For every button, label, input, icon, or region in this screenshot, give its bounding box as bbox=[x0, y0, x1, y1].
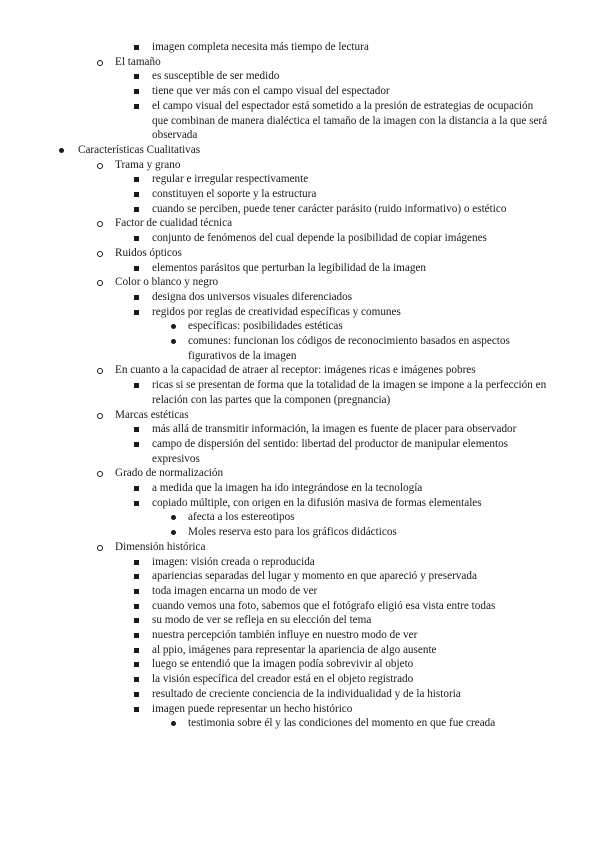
square-bullet-icon bbox=[134, 692, 139, 697]
list-item bbox=[0, 437, 600, 466]
disc-bullet-icon bbox=[171, 324, 176, 329]
list-item bbox=[0, 525, 600, 540]
list-item bbox=[0, 143, 600, 158]
list-item-text: constituyen el soporte y la estructura bbox=[152, 188, 317, 200]
list-item-text: testimonia sobre él y las condiciones del momento en que fue creada bbox=[188, 717, 496, 730]
list-item bbox=[0, 481, 600, 496]
list-item bbox=[0, 584, 600, 599]
list-item-text: imagen puede representar un hecho histórico bbox=[152, 702, 353, 715]
list-item-text: elementos parásitos que perturban la legibilidad de la imagen bbox=[152, 261, 427, 274]
list-item-text: imagen: visión creada o reproducida bbox=[152, 555, 315, 568]
list-item-text: toda imagen encarna un modo de ver bbox=[152, 584, 318, 597]
list-item bbox=[0, 40, 600, 55]
circle-bullet-icon bbox=[97, 413, 103, 419]
list-item-text: Trama y grano bbox=[115, 158, 181, 171]
list-item bbox=[0, 628, 600, 643]
list-item bbox=[0, 555, 600, 570]
list-item bbox=[0, 334, 600, 363]
list-item-text: cuando se perciben, puede tener carácter parásito (ruido informativo) o estético bbox=[152, 202, 507, 215]
list-item-text: comunes: funcionan los códigos de reconocimiento basados en aspectos figurativos de la imagen bbox=[188, 335, 510, 362]
square-bullet-icon bbox=[134, 589, 139, 594]
circle-bullet-icon bbox=[97, 280, 103, 286]
list-item-text: regidos por reglas de creatividad específicas y comunes bbox=[152, 305, 401, 318]
list-item-text: Ruidos ópticos bbox=[115, 246, 182, 259]
list-item-text: específicas: posibilidades estéticas bbox=[188, 320, 343, 333]
square-bullet-icon bbox=[134, 574, 139, 579]
list-item-text: a medida que la imagen ha ido integrándose en la tecnología bbox=[152, 482, 423, 494]
list-item bbox=[0, 408, 600, 423]
square-bullet-icon bbox=[134, 501, 139, 506]
square-bullet-icon bbox=[134, 266, 139, 271]
list-item-text: cuando vemos una foto, sabemos que el fotógrafo eligió esa vista entre todas bbox=[152, 599, 496, 612]
square-bullet-icon bbox=[134, 618, 139, 623]
list-item bbox=[0, 496, 600, 511]
list-item-text: al ppio, imágenes para representar la apariencia de algo ausente bbox=[152, 643, 437, 656]
list-item bbox=[0, 657, 600, 672]
list-item-text: Dimensión histórica bbox=[115, 540, 206, 553]
list-item bbox=[0, 246, 600, 261]
list-item-text: designa dos universos visuales diferenciados bbox=[152, 290, 353, 303]
square-bullet-icon bbox=[134, 383, 139, 388]
square-bullet-icon bbox=[134, 604, 139, 609]
circle-bullet-icon bbox=[97, 163, 103, 169]
list-item bbox=[0, 716, 600, 731]
list-item bbox=[0, 363, 600, 378]
list-item-text: nuestra percepción también influye en nuestro modo de ver bbox=[152, 629, 418, 641]
list-item bbox=[0, 540, 600, 555]
square-bullet-icon bbox=[134, 236, 139, 241]
list-item bbox=[0, 55, 600, 70]
list-item bbox=[0, 643, 600, 658]
square-bullet-icon bbox=[134, 74, 139, 79]
list-item-text: afecta a los estereotipos bbox=[188, 511, 295, 524]
square-bullet-icon bbox=[134, 648, 139, 653]
list-item bbox=[0, 569, 600, 584]
square-bullet-icon bbox=[134, 177, 139, 182]
list-item bbox=[0, 687, 600, 702]
list-item bbox=[0, 613, 600, 628]
disc-bullet-icon bbox=[171, 339, 176, 344]
list-item bbox=[0, 275, 600, 290]
square-bullet-icon bbox=[134, 89, 139, 94]
list-item-text: apariencias separadas del lugar y momento en que apareció y preservada bbox=[152, 570, 477, 583]
list-item bbox=[0, 69, 600, 84]
square-bullet-icon bbox=[134, 192, 139, 197]
list-item-text: más allá de transmitir información, la imagen es fuente de placer para observador bbox=[152, 423, 517, 436]
circle-bullet-icon bbox=[97, 251, 103, 257]
list-item-text: su modo de ver se refleja en su elección del tema bbox=[152, 614, 372, 627]
list-item bbox=[0, 319, 600, 334]
list-item bbox=[0, 84, 600, 99]
list-item-text: conjunto de fenómenos del cual depende la posibilidad de copiar imágenes bbox=[152, 232, 487, 245]
list-item bbox=[0, 672, 600, 687]
list-item-text: la visión específica del creador está en el objeto registrado bbox=[152, 673, 414, 686]
list-item bbox=[0, 466, 600, 481]
circle-bullet-icon bbox=[97, 471, 103, 477]
list-item-text: es susceptible de ser medido bbox=[152, 70, 280, 83]
square-bullet-icon bbox=[134, 427, 139, 432]
square-bullet-icon bbox=[134, 442, 139, 447]
list-item bbox=[0, 261, 600, 276]
square-bullet-icon bbox=[134, 677, 139, 682]
list-item-text: regular e irregular respectivamente bbox=[152, 173, 309, 186]
square-bullet-icon bbox=[134, 707, 139, 712]
square-bullet-icon bbox=[134, 486, 139, 491]
list-item-text: Características Cualitativas bbox=[78, 143, 201, 156]
list-item bbox=[0, 305, 600, 320]
square-bullet-icon bbox=[134, 560, 139, 565]
list-item bbox=[0, 202, 600, 217]
list-item bbox=[0, 187, 600, 202]
list-item-text: ricas si se presentan de forma que la totalidad de la imagen se impone a la perfección en relación con las partes que la componen (pregnancia) bbox=[152, 379, 547, 406]
square-bullet-icon bbox=[134, 310, 139, 315]
disc-bullet-icon bbox=[59, 148, 64, 153]
square-bullet-icon bbox=[134, 104, 139, 109]
list-item-text: Marcas estéticas bbox=[115, 408, 189, 421]
list-item-text: En cuanto a la capacidad de atraer al receptor: imágenes ricas e imágenes pobres bbox=[115, 364, 476, 377]
disc-bullet-icon bbox=[171, 530, 176, 535]
list-item bbox=[0, 378, 600, 407]
list-item bbox=[0, 99, 600, 143]
list-item-text: El tamaño bbox=[115, 55, 161, 68]
list-item-text: luego se entendió que la imagen podía sobrevivir al objeto bbox=[152, 658, 414, 671]
square-bullet-icon bbox=[134, 633, 139, 638]
list-item bbox=[0, 599, 600, 614]
list-item-text: el campo visual del espectador está sometido a la presión de estrategias de ocupación que combinan de manera dialéctica el tamaño de la imagen con la distancia a la que será observada bbox=[152, 99, 548, 142]
list-item-text: imagen completa necesita más tiempo de lectura bbox=[152, 41, 369, 53]
list-item-text: campo de dispersión del sentido: libertad del productor de manipular elementos expresivos bbox=[152, 437, 509, 465]
list-item bbox=[0, 216, 600, 231]
circle-bullet-icon bbox=[97, 545, 103, 551]
square-bullet-icon bbox=[134, 45, 139, 50]
list-item-text: copiado múltiple, con origen en la difusión masiva de formas elementales bbox=[152, 496, 482, 509]
list-item-text: resultado de creciente conciencia de la individualidad y de la historia bbox=[152, 687, 461, 700]
circle-bullet-icon bbox=[97, 60, 103, 66]
list-item bbox=[0, 158, 600, 173]
list-item-text: tiene que ver más con el campo visual del espectador bbox=[152, 85, 390, 98]
circle-bullet-icon bbox=[97, 221, 103, 227]
square-bullet-icon bbox=[134, 207, 139, 212]
square-bullet-icon bbox=[134, 662, 139, 667]
list-item-text: Moles reserva esto para los gráficos didácticos bbox=[188, 526, 397, 539]
circle-bullet-icon bbox=[97, 368, 103, 374]
list-item bbox=[0, 702, 600, 717]
list-item-text: Grado de normalización bbox=[115, 467, 224, 480]
square-bullet-icon bbox=[134, 295, 139, 300]
list-item bbox=[0, 510, 600, 525]
list-item bbox=[0, 422, 600, 437]
list-item-text: Color o blanco y negro bbox=[115, 276, 219, 289]
disc-bullet-icon bbox=[171, 515, 176, 520]
list-item-text: Factor de cualidad técnica bbox=[115, 217, 233, 230]
disc-bullet-icon bbox=[171, 721, 176, 726]
list-item bbox=[0, 172, 600, 187]
list-item bbox=[0, 290, 600, 305]
list-item bbox=[0, 231, 600, 246]
